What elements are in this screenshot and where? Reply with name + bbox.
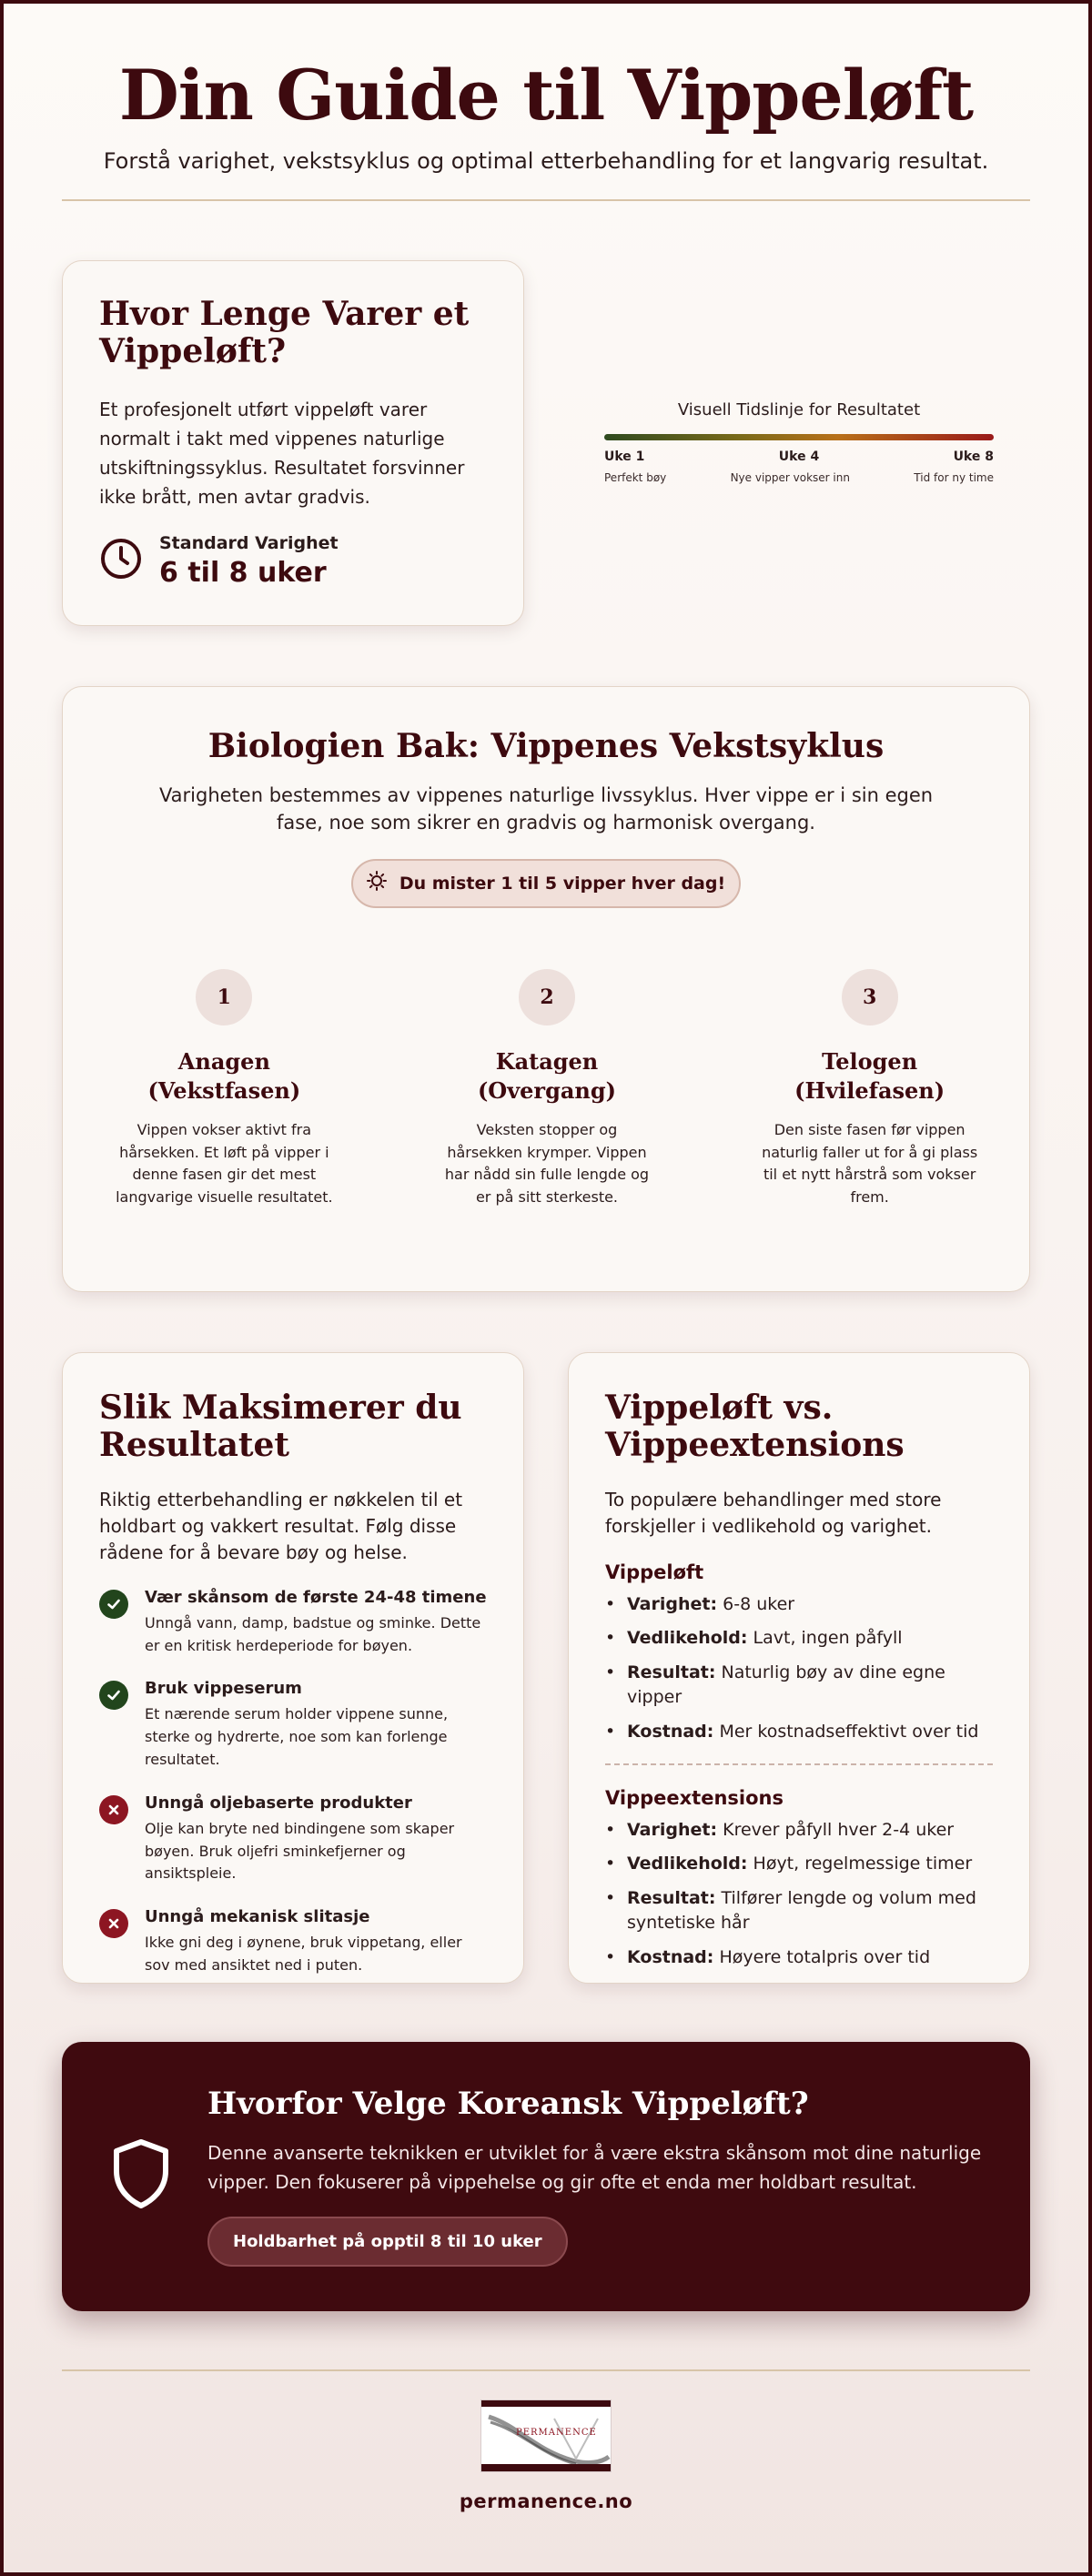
timeline-desc: Perfekt bøy xyxy=(604,471,667,484)
compare-list-lashlift xyxy=(605,1592,993,1745)
compare-list-extensions xyxy=(605,1818,993,1971)
header-divider xyxy=(62,199,1030,201)
phase-anagen xyxy=(115,969,333,1209)
tip-title: Bruk vippeserum xyxy=(145,1679,302,1699)
sun-icon xyxy=(367,871,387,895)
phase-title: Telogen (Hvilefasen) xyxy=(794,1048,945,1105)
duration-title: Hvor Lenge Varer et Vippeløft? xyxy=(99,295,470,371)
page-subtitle: Forstå varighet, vekstsyklus og optimal etterbehandling for et langvarig resultat. xyxy=(103,148,989,174)
tip-item xyxy=(99,1679,487,1771)
timeline-week: Uke 1 xyxy=(604,450,645,464)
phase-number: 2 xyxy=(519,969,575,1025)
korean-title: Hvorfor Velge Koreansk Vippeløft? xyxy=(207,2086,809,2122)
duration-card xyxy=(62,260,524,626)
timeline-desc: Nye vipper vokser inn xyxy=(730,471,850,484)
permanence-logo[interactable] xyxy=(480,2399,612,2472)
maximize-intro: Riktig etterbehandling er nøkkelen til et holdbart og vakkert resultat. Følg disse rådene for å bevare bøy og helse. xyxy=(99,1488,463,1563)
phase-title: Katagen (Overgang) xyxy=(477,1048,616,1105)
standard-duration xyxy=(99,533,487,589)
compare-group-title: Vippeextensions xyxy=(605,1786,784,1809)
biology-intro: Varigheten bestemmes av vippenes naturlige livssyklus. Hver vippe er i sin egen fase, noe som sikrer en gradvis og harmonisk overgang. xyxy=(158,784,934,834)
phase-title: Anagen (Vekstfasen) xyxy=(147,1048,301,1105)
korean-lashlift-banner xyxy=(62,2042,1030,2311)
compare-intro: To populære behandlinger med store forskjeller i vedlikehold og varighet. xyxy=(605,1488,942,1537)
tip-title: Unngå mekanisk slitasje xyxy=(145,1907,370,1927)
footer-site-link[interactable]: permanence.no xyxy=(459,2490,633,2512)
cross-icon xyxy=(99,1795,128,1824)
biology-title: Biologien Bak: Vippenes Vekstsyklus xyxy=(207,727,885,765)
page-title: Din Guide til Vippeløft xyxy=(118,55,974,136)
phase-number: 3 xyxy=(842,969,898,1025)
biology-card xyxy=(62,686,1030,1292)
compare-item: • Kostnad: Høyere totalpris over tid xyxy=(605,1945,993,1971)
check-icon xyxy=(99,1590,128,1619)
korean-text: Denne avanserte teknikken er utviklet for å være ekstra skånsom mot dine naturlige vipper. Den fokuserer på vippehelse og gir ofte et enda mer holdbart resultat. xyxy=(207,2142,982,2193)
tip-text: Et nærende serum holder vippene sunne, sterke og hydrerte, noe som kan forlenge resultatet. xyxy=(145,1705,449,1768)
duration-text: Et profesjonelt utført vippeløft varer normalt i takt med vippenes naturlige utskiftningssyklus. Resultatet forsvinner ikke brått, men avtar gradvis. xyxy=(99,398,465,508)
results-timeline xyxy=(604,400,994,484)
phase-text: Vippen vokser aktivt fra hårsekken. Et løft på vipper i denne fasen gir det mest langvarige visuelle resultatet. xyxy=(116,1120,333,1207)
tip-item xyxy=(99,1793,487,1885)
compare-item: • Resultat: Naturlig bøy av dine egne vipper xyxy=(605,1661,993,1711)
logo-wordmark: PERMANENCE xyxy=(516,2428,597,2438)
timeline-title: Visuell Tidslinje for Resultatet xyxy=(677,400,921,419)
shield-icon xyxy=(111,2138,171,2213)
phase-text: Veksten stopper og hårsekken krymper. Vippen har nådd sin fulle lengde og er på sitt sterkeste. xyxy=(444,1120,650,1207)
timeline-week: Uke 8 xyxy=(953,450,994,464)
compare-item: • Kostnad: Mer kostnadseffektivt over tid xyxy=(605,1720,993,1745)
tip-title: Vær skånsom de første 24-48 timene xyxy=(145,1587,487,1607)
compare-item: • Vedlikehold: Lavt, ingen påfyll xyxy=(605,1626,993,1652)
footer-divider xyxy=(62,2369,1030,2371)
phase-telogen xyxy=(761,969,979,1209)
compare-group-title: Vippeløft xyxy=(605,1561,704,1583)
tip-item xyxy=(99,1588,487,1658)
phase-katagen xyxy=(438,969,656,1209)
fact-badge xyxy=(351,859,741,908)
timeline-week: Uke 4 xyxy=(778,450,820,464)
compare-item: • Varighet: 6-8 uker xyxy=(605,1592,993,1618)
check-icon xyxy=(99,1681,128,1710)
compare-item: • Varighet: Krever påfyll hver 2-4 uker xyxy=(605,1818,993,1844)
standard-duration-value: 6 til 8 uker xyxy=(159,556,327,589)
compare-item: • Resultat: Tilfører lengde og volum med syntetiske hår xyxy=(605,1886,993,1936)
cross-icon xyxy=(99,1909,128,1938)
compare-title: Vippeløft vs. Vippeextensions xyxy=(605,1389,905,1465)
tip-text: Unngå vann, damp, badstue og sminke. Dette er en kritisk herdeperiode for bøyen. xyxy=(145,1613,481,1654)
care-tips xyxy=(99,1588,487,1977)
standard-duration-label: Standard Varighet xyxy=(159,532,339,553)
clock-icon xyxy=(99,537,143,584)
compare-item: • Vedlikehold: Høyt, regelmessige timer xyxy=(605,1852,993,1877)
page-header xyxy=(0,55,1092,174)
durability-badge: Holdbarhet på opptil 8 til 10 uker xyxy=(207,2217,568,2267)
phase-text: Den siste fasen før vippen naturlig faller ut for å gi plass til et nytt hårstrå som vokser frem. xyxy=(762,1120,978,1207)
growth-phases xyxy=(63,969,1031,1209)
tip-title: Unngå oljebaserte produkter xyxy=(145,1793,412,1813)
tip-text: Ikke gni deg i øynene, bruk vippetang, eller sov med ansiktet ned i puten. xyxy=(145,1934,462,1974)
timeline-desc: Tid for ny time xyxy=(914,471,994,484)
compare-divider xyxy=(605,1763,993,1765)
fact-text: Du mister 1 til 5 vipper hver dag! xyxy=(399,873,726,894)
tip-item xyxy=(99,1907,487,1977)
maximize-title: Slik Maksimerer du Resultatet xyxy=(99,1389,462,1465)
tip-text: Olje kan bryte ned bindingene som skaper bøyen. Bruk oljefri sminkefjerner og ansiktspleie. xyxy=(145,1819,455,1883)
maximize-card xyxy=(62,1352,524,1984)
phase-number: 1 xyxy=(196,969,252,1025)
timeline-bar xyxy=(604,434,994,440)
compare-card xyxy=(568,1352,1030,1984)
